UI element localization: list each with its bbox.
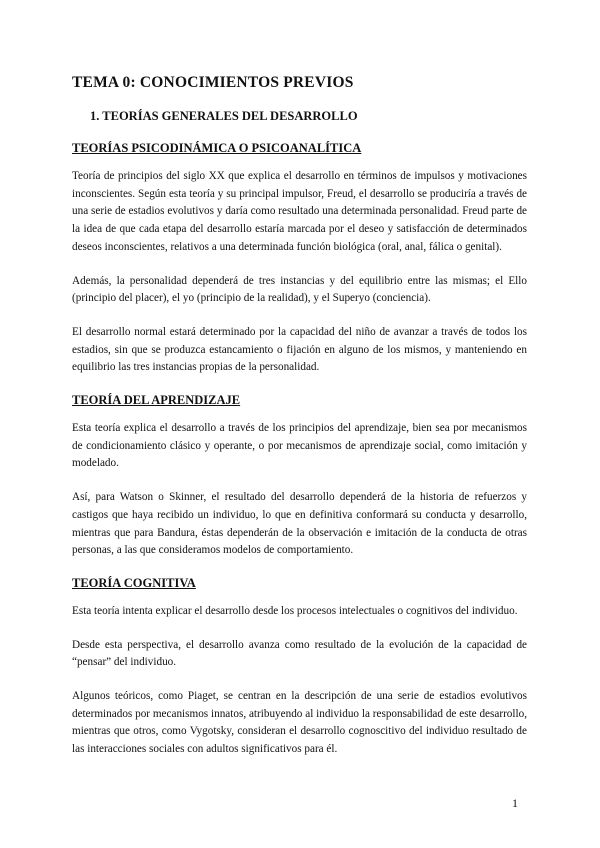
- paragraph: Esta teoría explica el desarrollo a través de los principios del aprendizaje, bien sea por mecanismos de condicionamiento clásico y operante, o por mecanismos de aprendizaje social, como imitación y modelado.: [72, 422, 527, 470]
- paragraph: Desde esta perspectiva, el desarrollo avanza como resultado de la evolución de la capacidad de “pensar” del individuo.: [72, 638, 527, 669]
- section-heading: TEORÍAS PSICODINÁMICA O PSICOANALÍTICA: [72, 141, 362, 155]
- paragraph: Teoría de principios del siglo XX que explica el desarrollo en términos de impulsos y motivaciones inconscientes. Según esta teoría y su principal impulsor, Freud, el desarrollo se produciría a través de una serie de estadios evolutivos y daría como resultado una determinada personalidad. Freud parte de la idea de que cada etapa del desarrollo estaría marcada por el deseo y satisfacción de determinados deseos inconscientes, relativos a una determinada función biológica (oral, anal, fálica o genital).: [72, 170, 527, 253]
- document-title: TEMA 0: CONOCIMIENTOS PREVIOS: [72, 74, 354, 91]
- section-heading: TEORÍA COGNITIVA: [72, 575, 196, 590]
- paragraph: Algunos teóricos, como Piaget, se centran en la descripción de una serie de estadios evolutivos determinados por mecanismos innatos, atribuyendo al individuo la responsabilidad de este desarrollo, mientras que otros, como Vygotsky, consideran el desarrollo cognoscitivo del individuo resultado de las interacciones sociales con adultos significativos para él.: [72, 690, 527, 756]
- section-cognitiva: [72, 576, 527, 759]
- section-aprendizaje: [72, 393, 527, 560]
- paragraph: Esta teoría intenta explicar el desarrollo desde los procesos intelectuales o cognitivos del individuo.: [72, 604, 518, 617]
- paragraph: Además, la personalidad dependerá de tres instancias y del equilibrio entre las mismas; el Ello (principio del placer), el yo (principio de la realidad), y el Superyo (conciencia).: [72, 274, 527, 305]
- section-list-heading: 1. TEORÍAS GENERALES DEL DESARROLLO: [90, 109, 358, 123]
- page-number: 1: [512, 796, 518, 810]
- section-psicodinamica: [72, 141, 527, 377]
- section-heading: TEORÍA DEL APRENDIZAJE: [72, 393, 241, 408]
- page-content: [72, 74, 527, 775]
- paragraph: Así, para Watson o Skinner, el resultado del desarrollo dependerá de la historia de refuerzos y castigos que haya recibido un individuo, lo que en definitiva conformará su conducta y desarrollo, mientras que para Bandura, éstas dependerán de la observación e imitación de la conducta de otras personas, a las que consideramos modelos de comportamiento.: [72, 491, 527, 557]
- paragraph: El desarrollo normal estará determinado por la capacidad del niño de avanzar a través de todos los estadios, sin que se produzca estancamiento o fijación en alguno de los mismos, y manteniendo en equilibrio las tres instancias propias de la personalidad.: [72, 325, 527, 374]
